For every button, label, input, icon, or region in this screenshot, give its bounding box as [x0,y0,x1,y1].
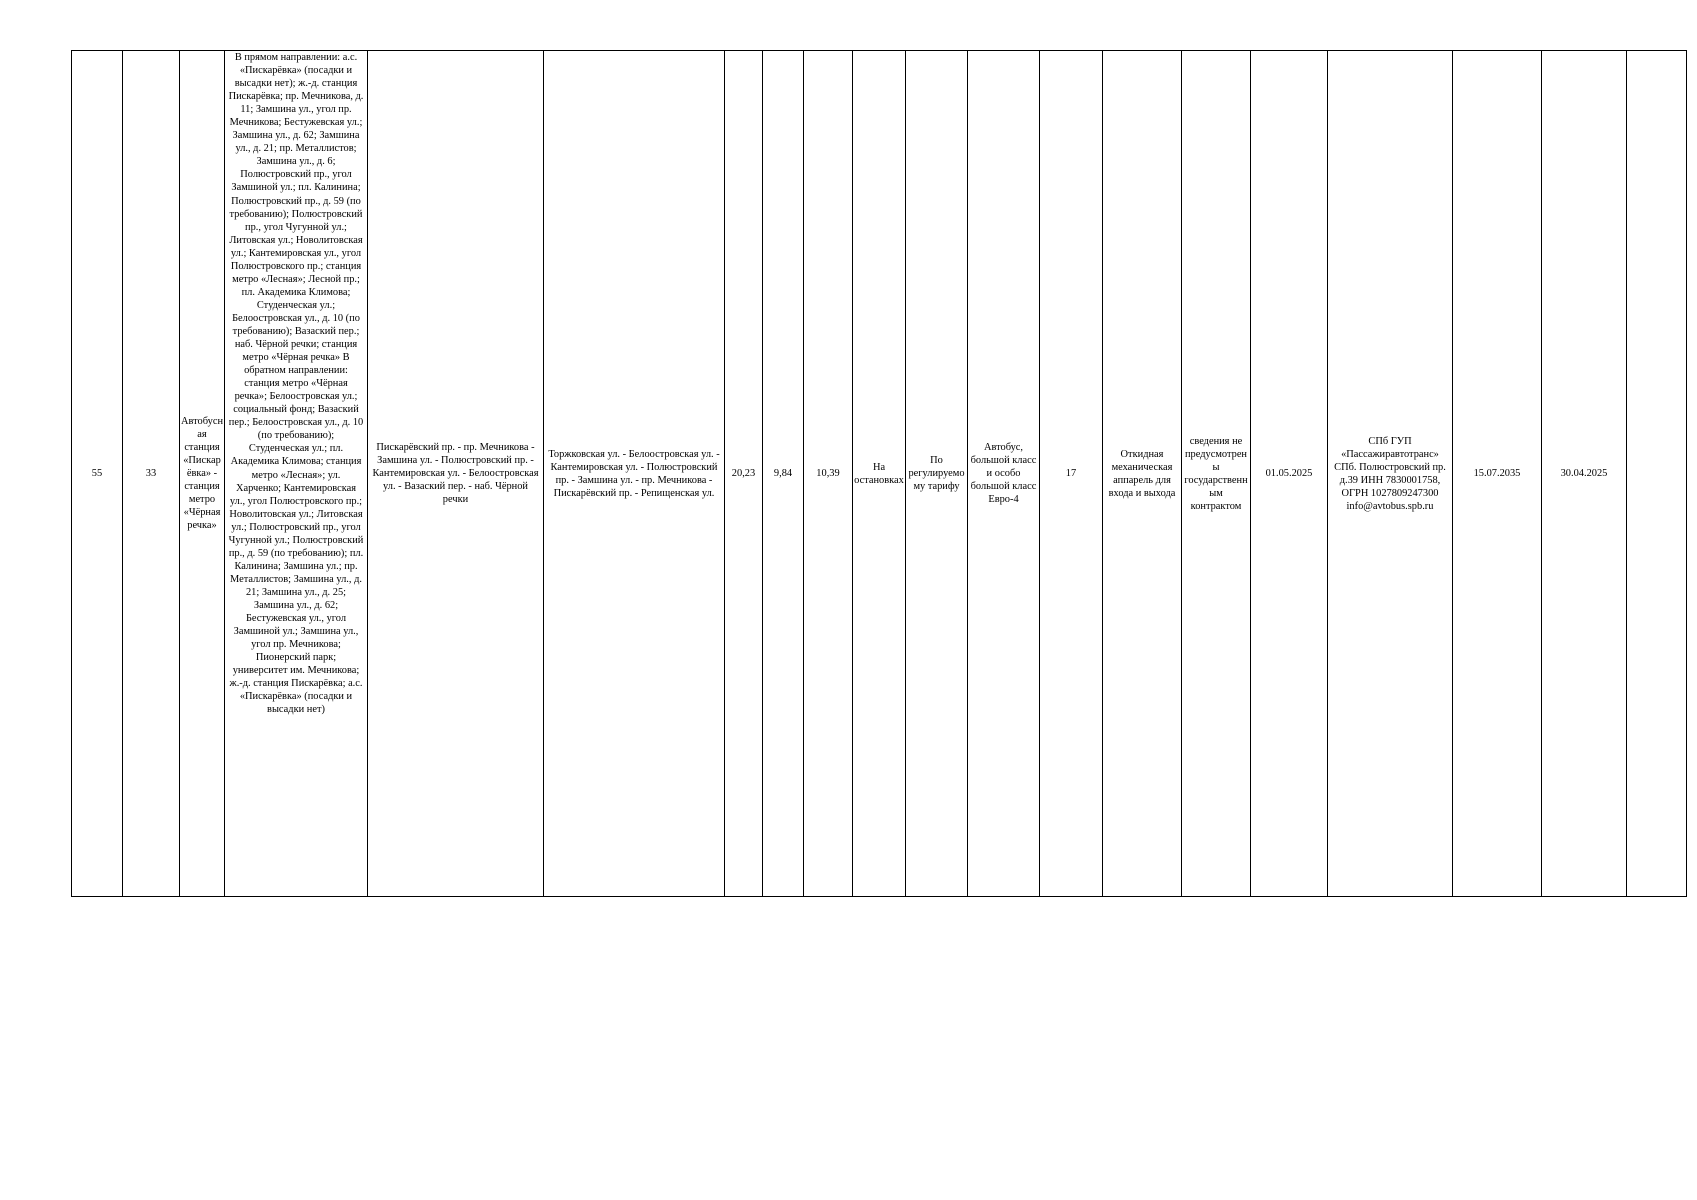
stops-list-cell: В прямом направлении: а.с. «Пискарёвка» (посадки и высадки нет); ж.-д. станция Пискарёвка; пр. Мечникова, д. 11; Замшина ул., угол пр. Мечникова; Бестужевская ул.; Замшина ул., д. 62; Замшина ул., д. 21; пр. Металлистов; Замшина ул., д. 6; Полюстровский пр., угол Замшиной ул.; пл. Калинина; Полюстровский пр., д. 59 (по требованию); Полюстровский пр., угол Чугунной ул.; Литовская ул.; Новолитовская ул.; Кантемировская ул., угол Полюстровского пр.; станция метро «Лесная»; Лесной пр.; пл. Академика Климова; Студенческая ул.; Белоостровская ул., д. 10 (по требованию); Вазаский пер.; наб. Чёрной речки; станция метро «Чёрная речка» В обратном направлении: станция метро «Чёрная речка»; Белоостровская ул.; социальный фонд; Вазаский пер.; Белоостровская ул., д. 10 (по требованию); Студенческая ул.; пл. Академика Климова; станция метро «Лесная»; ул. Харченко; Кантемировская ул., угол Полюстровского пр.; Новолитовская ул.; Литовская ул.; Полюстровский пр., угол Чугунной ул.; Полюстровский пр., д. 59 (по требованию); пл. Калинина; Замшина ул.; пр. Металлистов; Замшина ул., д. 21; Замшина ул., д. 25; Замшина ул., д. 62; Бестужевская ул., угол Замшиной ул.; Замшина ул., угол пр. Мечникова; Пионерский парк; университет им. Мечникова; ж.-д. станция Пискарёвка; а.с. «Пискарёвка» (посадки и высадки нет) [225,51,368,897]
tariff-cell: По регулируемому тарифу [906,51,968,897]
contract-info-cell: сведения не предусмотрены государственным контрактом [1182,51,1251,897]
start-date-cell: 01.05.2025 [1251,51,1328,897]
route-name-cell: Автобусная станция «Пискарёвка» - станция метро «Чёрная речка» [180,51,225,897]
end-date-cell: 15.07.2035 [1453,51,1542,897]
route-length-forward-cell: 9,84 [763,51,804,897]
streets-backward-cell: Торжковская ул. - Белоостровская ул. - Кантемировская ул. - Полюстровский пр. - Замшина ул. - пр. Мечникова - Пискарёвский пр. - Репищенская ул. [544,51,725,897]
route-length-backward-cell: 10,39 [804,51,853,897]
vehicle-count-cell: 17 [1040,51,1103,897]
equipment-cell: Откидная механическая аппарель для входа и выхода [1103,51,1182,897]
route-number-cell: 33 [123,51,180,897]
stop-order-cell: На остановках [853,51,906,897]
route-length-total-cell: 20,23 [725,51,763,897]
carrier-cell: СПб ГУП «Пассажиравтотранс» СПб. Полюстровский пр. д.39 ИНН 7830001758, ОГРН 1027809247300 info@avtobus.spb.ru [1328,51,1453,897]
vehicle-class-cell: Автобус, большой класс и особо большой класс Евро-4 [968,51,1040,897]
row-number-cell: 55 [72,51,123,897]
route-registry-table [71,50,1687,897]
table-row [72,51,1687,897]
change-date-cell: 30.04.2025 [1542,51,1627,897]
empty-cell [1627,51,1687,897]
streets-forward-cell: Пискарёвский пр. - пр. Мечникова - Замшина ул. - Полюстровский пр. - Кантемировская ул. - Белоостровская ул. - Вазаский пер. - наб. Чёрной речки [368,51,544,897]
